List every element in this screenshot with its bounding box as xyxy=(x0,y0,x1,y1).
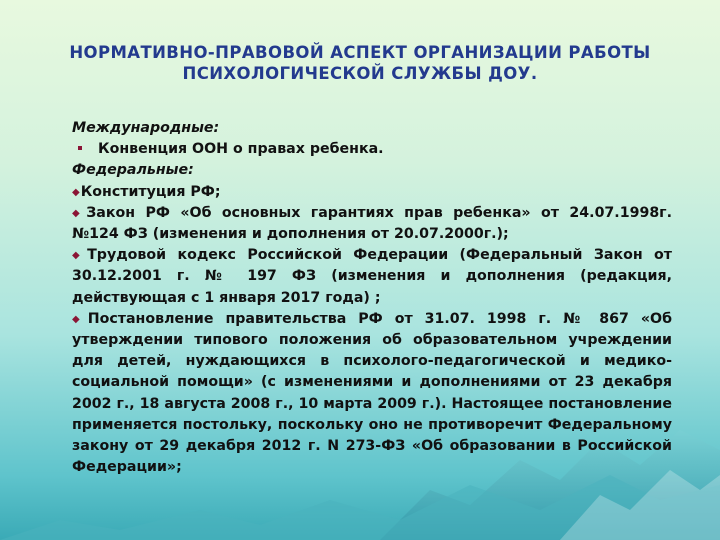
page-title xyxy=(0,42,720,84)
list-item-law-guarantees: ◆Закон РФ «Об основных гарантиях прав ребенка» от 24.07.1998г. №124 ФЗ (изменения и дополнения от 20.07.2000г.); xyxy=(72,204,672,243)
title-line-2: ПСИХОЛОГИЧЕСКОЙ СЛУЖБЫ ДОУ xyxy=(182,64,531,83)
list-item-constitution: ◆Конституция РФ; xyxy=(72,183,221,200)
diamond-bullet-icon: ◆ xyxy=(72,313,87,325)
section-federal: Федеральные: xyxy=(72,162,194,179)
diamond-bullet-icon: ◆ xyxy=(72,186,80,198)
list-item-labor-code: ◆Трудовой кодекс Российской Федерации (Федеральный Закон от 30.12.2001 г. № 197 ФЗ (изменения и дополнения (редакция, действующая с 1 января 2017 года) ; xyxy=(72,247,672,306)
diamond-bullet-icon: ◆ xyxy=(72,207,86,219)
title-line-1: НОРМАТИВНО-ПРАВОВОЙ АСПЕКТ ОРГАНИЗАЦИИ РАБОТЫ xyxy=(69,43,651,62)
diamond-bullet-icon: ◆ xyxy=(72,250,87,262)
list-item-resolution: ◆Постановление правительства РФ от 31.07. 1998 г. № 867 «Об утверждении типового положения об образовательном учреждении для детей, нуждающихся в психолого-педагогической и медико-социальной помощи» (с изменениями и дополнениями от 23 декабря 2002 г., 18 августа 2008 г., 10 марта 2009 г.). Настоящее постановление применяется постольку, поскольку оно не противоречит Федеральному закону от 29 декабря 2012 г. N 273-ФЗ «Об образовании в Российской Федерации»; xyxy=(72,310,672,476)
section-international: Международные: xyxy=(72,120,220,136)
list-item-convention: Конвенция ООН о правах ребенка. xyxy=(72,139,672,160)
square-bullet-icon xyxy=(78,146,82,150)
document-body xyxy=(72,118,672,478)
title-period: . xyxy=(530,64,538,83)
